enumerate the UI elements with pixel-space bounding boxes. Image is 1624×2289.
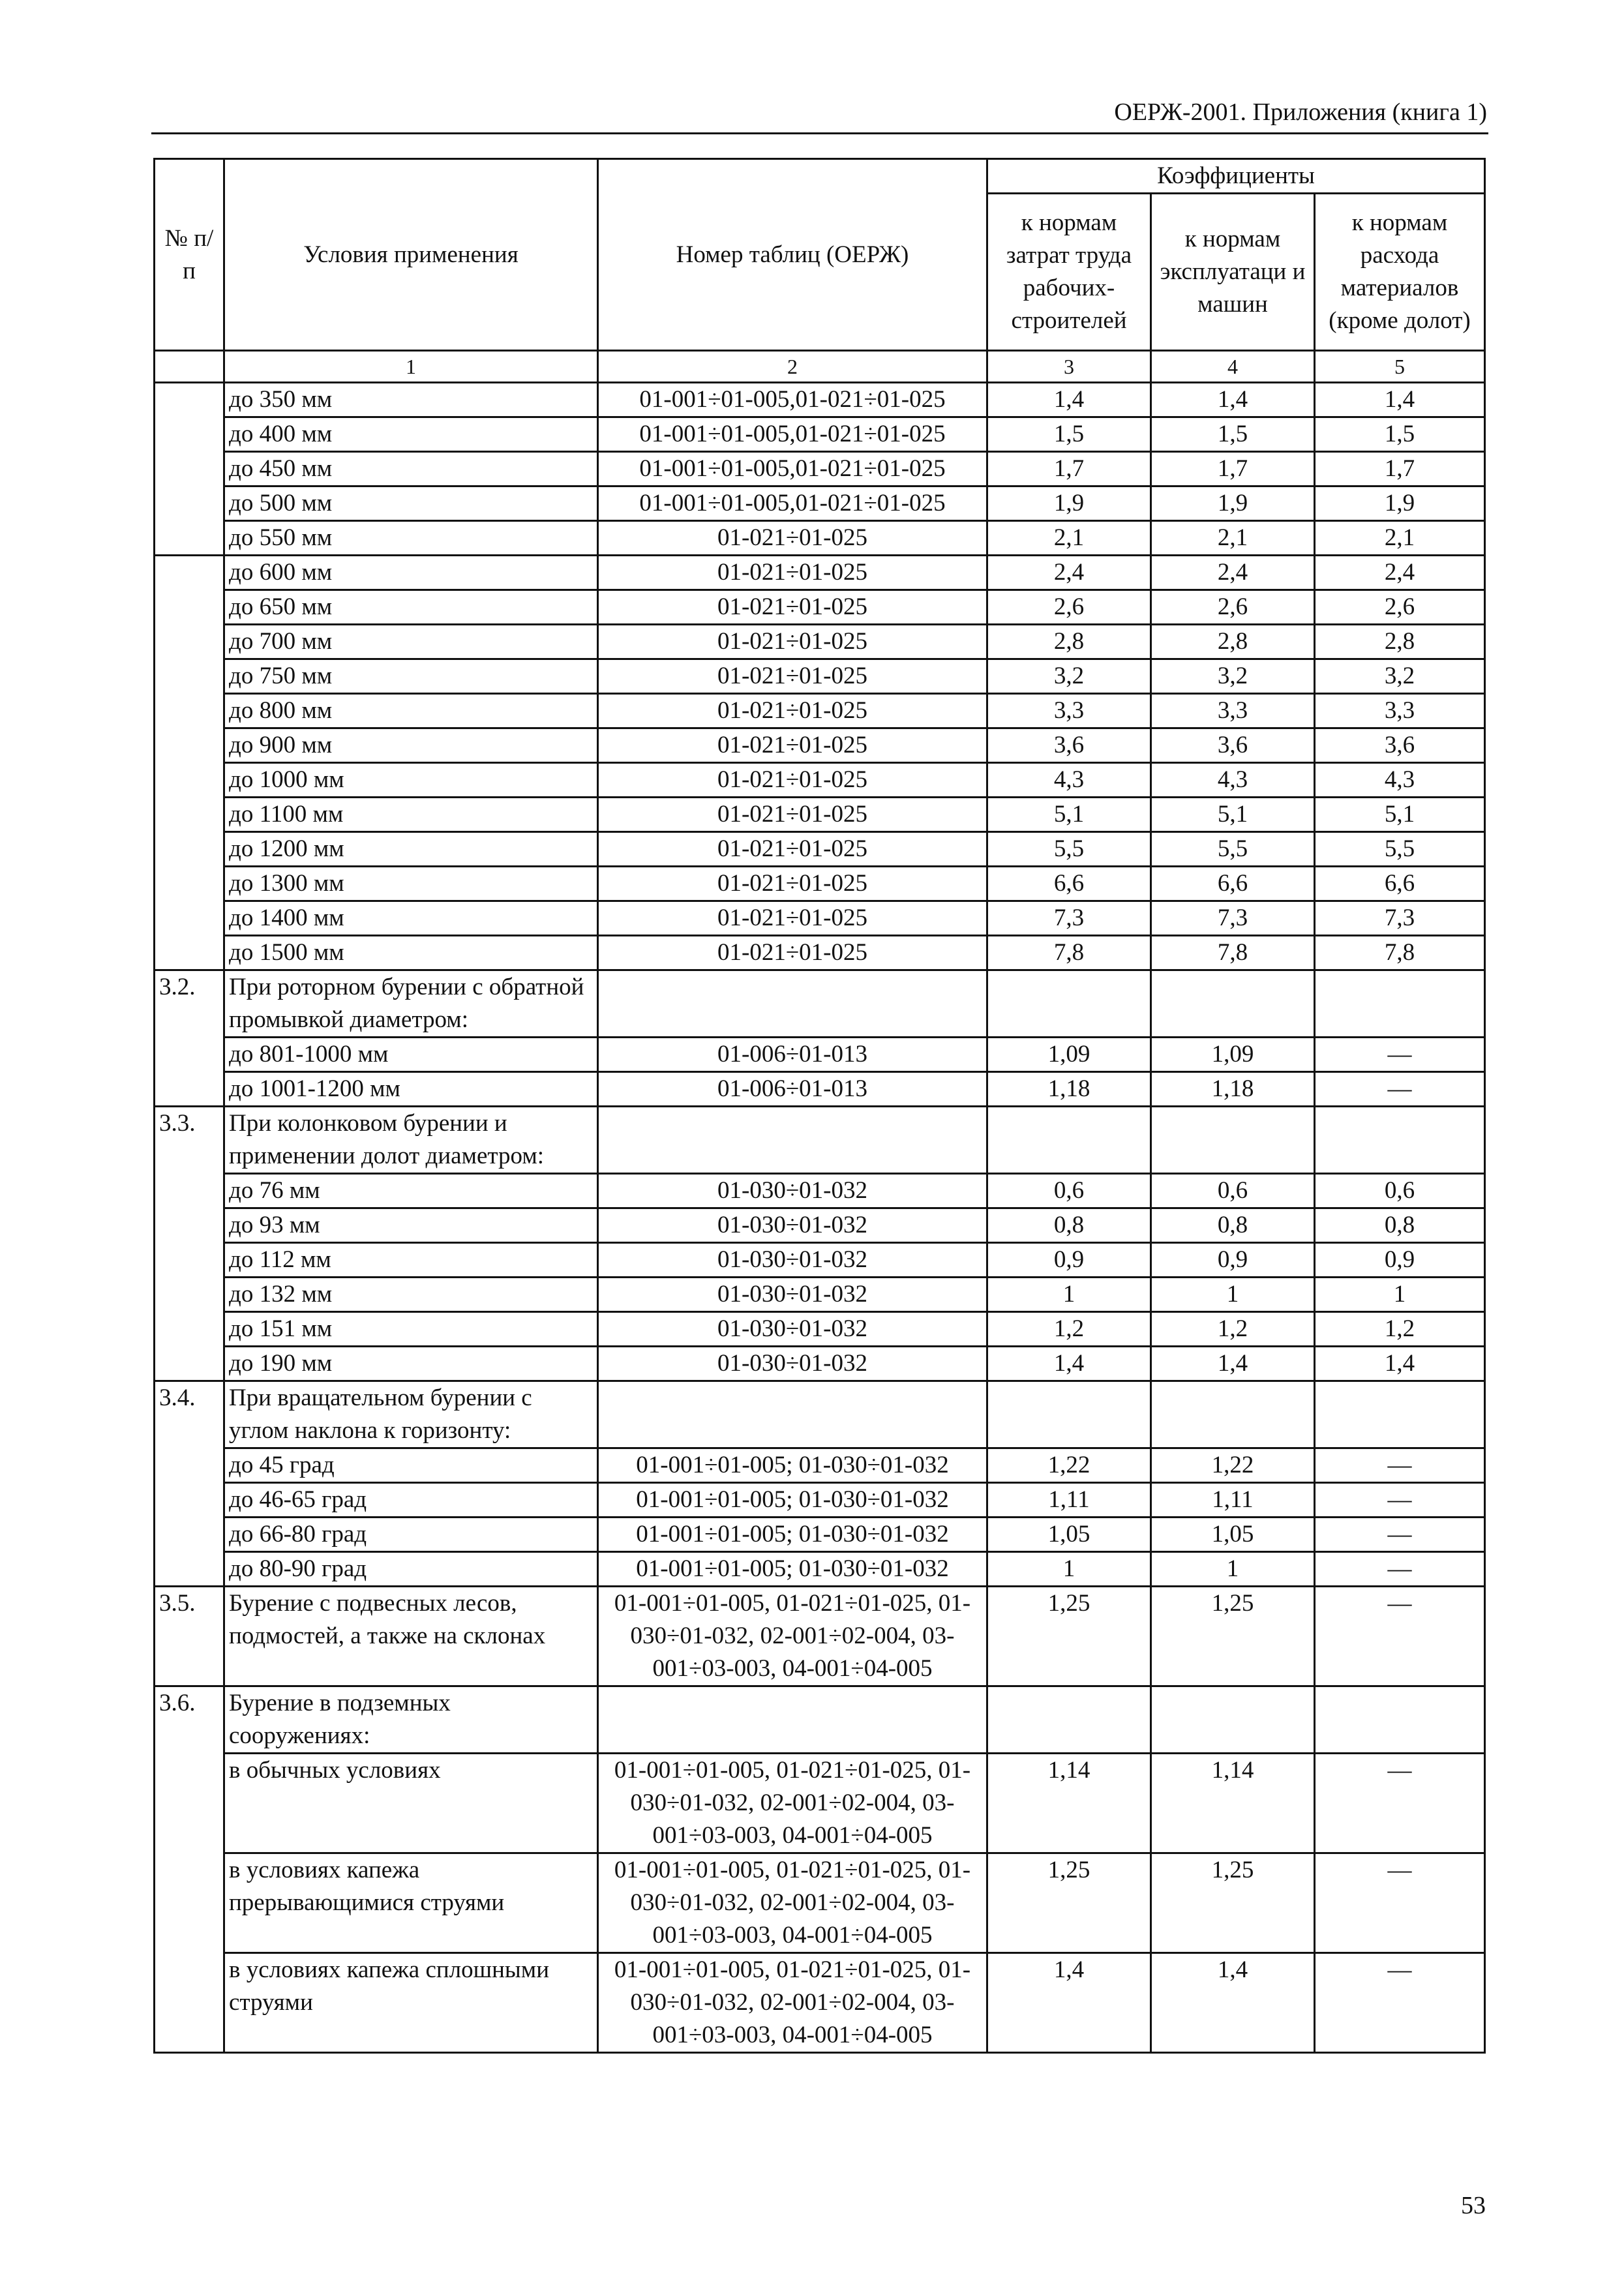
tables-cell: 01-021÷01-025 xyxy=(598,832,987,867)
table-row xyxy=(155,798,1485,832)
tables-cell: 01-021÷01-025 xyxy=(598,798,987,832)
machines-cell: 2,8 xyxy=(1151,625,1315,659)
labor-cell: 7,8 xyxy=(987,936,1151,970)
table-row xyxy=(155,1038,1485,1072)
running-header: ОЕРЖ-2001. Приложения (книга 1) xyxy=(1114,98,1487,126)
labor-cell: 1,25 xyxy=(987,1587,1151,1686)
materials-cell: 1,4 xyxy=(1315,1347,1485,1381)
labor-cell: 1,25 xyxy=(987,1853,1151,1953)
machines-cell: 6,6 xyxy=(1151,867,1315,901)
tables-cell: 01-021÷01-025 xyxy=(598,728,987,763)
section-title-row xyxy=(155,1107,1485,1174)
materials-cell: — xyxy=(1315,1038,1485,1072)
index-cell: 2 xyxy=(598,351,987,383)
condition-cell: до 1100 мм xyxy=(224,798,598,832)
labor-cell: 5,5 xyxy=(987,832,1151,867)
table-row xyxy=(155,1953,1485,2053)
condition-cell: до 350 мм xyxy=(224,383,598,417)
machines-cell: 1 xyxy=(1151,1552,1315,1587)
tables-cell: 01-001÷01-005; 01-030÷01-032 xyxy=(598,1518,987,1552)
materials-cell: — xyxy=(1315,1953,1485,2053)
table-row xyxy=(155,1312,1485,1347)
section-number: 3.4. xyxy=(155,1381,224,1587)
condition-cell: до 93 мм xyxy=(224,1208,598,1243)
tables-cell: 01-001÷01-005,01-021÷01-025 xyxy=(598,452,987,486)
labor-cell: 2,4 xyxy=(987,556,1151,590)
labor-cell: 1,7 xyxy=(987,452,1151,486)
table-row xyxy=(155,763,1485,798)
labor-cell: 0,6 xyxy=(987,1174,1151,1208)
empty-cell xyxy=(987,1107,1151,1174)
materials-cell: 3,2 xyxy=(1315,659,1485,694)
condition-cell: до 650 мм xyxy=(224,590,598,625)
labor-cell: 0,8 xyxy=(987,1208,1151,1243)
table-row xyxy=(155,659,1485,694)
condition-cell: до 132 мм xyxy=(224,1278,598,1312)
section-title: Бурение в подземных сооружениях: xyxy=(224,1686,598,1754)
materials-cell: — xyxy=(1315,1587,1485,1686)
table-row xyxy=(155,1278,1485,1312)
empty-cell xyxy=(1315,1381,1485,1448)
condition-cell: до 1001-1200 мм xyxy=(224,1072,598,1107)
section-title-row xyxy=(155,970,1485,1038)
labor-cell: 1,5 xyxy=(987,417,1151,452)
header-tables: Номер таблиц (ОЕРЖ) xyxy=(598,159,987,351)
tables-cell: 01-006÷01-013 xyxy=(598,1072,987,1107)
machines-cell: 2,4 xyxy=(1151,556,1315,590)
materials-cell: — xyxy=(1315,1853,1485,1953)
header-conditions: Условия применения xyxy=(224,159,598,351)
machines-cell: 3,6 xyxy=(1151,728,1315,763)
condition-cell: до 151 мм xyxy=(224,1312,598,1347)
tables-cell: 01-021÷01-025 xyxy=(598,590,987,625)
tables-cell: 01-021÷01-025 xyxy=(598,936,987,970)
tables-cell: 01-021÷01-025 xyxy=(598,625,987,659)
condition-cell: в условиях капежа прерывающимися струями xyxy=(224,1853,598,1953)
labor-cell: 1,9 xyxy=(987,486,1151,521)
table-row xyxy=(155,936,1485,970)
machines-cell: 3,3 xyxy=(1151,694,1315,728)
tables-cell: 01-001÷01-005, 01-021÷01-025, 01-030÷01-032, 02-001÷02-004, 03-001÷03-003, 04-001÷04-005 xyxy=(598,1754,987,1853)
header-materials: к нормам расхода материалов (кроме долот) xyxy=(1315,194,1485,351)
materials-cell: — xyxy=(1315,1448,1485,1483)
table-row xyxy=(155,1754,1485,1853)
table-row xyxy=(155,1208,1485,1243)
materials-cell: 7,8 xyxy=(1315,936,1485,970)
condition-cell: до 1000 мм xyxy=(224,763,598,798)
condition-cell: до 800 мм xyxy=(224,694,598,728)
materials-cell: 6,6 xyxy=(1315,867,1485,901)
materials-cell: — xyxy=(1315,1072,1485,1107)
table-row xyxy=(155,1483,1485,1518)
tables-cell: 01-030÷01-032 xyxy=(598,1208,987,1243)
materials-cell: 3,6 xyxy=(1315,728,1485,763)
tables-cell: 01-030÷01-032 xyxy=(598,1243,987,1278)
condition-cell: в условиях капежа сплошными струями xyxy=(224,1953,598,2053)
labor-cell: 3,3 xyxy=(987,694,1151,728)
condition-cell: до 450 мм xyxy=(224,452,598,486)
machines-cell: 4,3 xyxy=(1151,763,1315,798)
machines-cell: 1,11 xyxy=(1151,1483,1315,1518)
condition-cell: до 112 мм xyxy=(224,1243,598,1278)
column-index-row xyxy=(155,351,1485,383)
materials-cell: 2,6 xyxy=(1315,590,1485,625)
empty-cell xyxy=(1151,970,1315,1038)
labor-cell: 2,1 xyxy=(987,521,1151,556)
labor-cell: 1,09 xyxy=(987,1038,1151,1072)
materials-cell: 3,3 xyxy=(1315,694,1485,728)
labor-cell: 7,3 xyxy=(987,901,1151,936)
table-row xyxy=(155,521,1485,556)
machines-cell: 1,14 xyxy=(1151,1754,1315,1853)
materials-cell: 1,4 xyxy=(1315,383,1485,417)
table-row xyxy=(155,556,1485,590)
machines-cell: 1,2 xyxy=(1151,1312,1315,1347)
table-row xyxy=(155,1853,1485,1953)
tables-cell: 01-021÷01-025 xyxy=(598,867,987,901)
tables-cell: 01-030÷01-032 xyxy=(598,1312,987,1347)
machines-cell: 1,18 xyxy=(1151,1072,1315,1107)
empty-cell xyxy=(598,1686,987,1754)
condition-cell: до 190 мм xyxy=(224,1347,598,1381)
materials-cell: 4,3 xyxy=(1315,763,1485,798)
condition-cell: до 1200 мм xyxy=(224,832,598,867)
condition-cell: до 700 мм xyxy=(224,625,598,659)
header-machines: к нормам эксплуатаци и машин xyxy=(1151,194,1315,351)
index-cell: 1 xyxy=(224,351,598,383)
machines-cell: 1,4 xyxy=(1151,1953,1315,2053)
labor-cell: 1,05 xyxy=(987,1518,1151,1552)
labor-cell: 1,4 xyxy=(987,1347,1151,1381)
condition-cell: до 750 мм xyxy=(224,659,598,694)
labor-cell: 0,9 xyxy=(987,1243,1151,1278)
machines-cell: 0,6 xyxy=(1151,1174,1315,1208)
machines-cell: 2,6 xyxy=(1151,590,1315,625)
labor-cell: 3,2 xyxy=(987,659,1151,694)
tables-cell: 01-001÷01-005; 01-030÷01-032 xyxy=(598,1448,987,1483)
condition-cell: до 900 мм xyxy=(224,728,598,763)
table-row xyxy=(155,417,1485,452)
table-row xyxy=(155,867,1485,901)
tables-cell: 01-001÷01-005,01-021÷01-025 xyxy=(598,417,987,452)
tables-cell: 01-001÷01-005, 01-021÷01-025, 01-030÷01-032, 02-001÷02-004, 03-001÷03-003, 04-001÷04-005 xyxy=(598,1953,987,2053)
condition-cell: до 550 мм xyxy=(224,521,598,556)
machines-cell: 7,3 xyxy=(1151,901,1315,936)
machines-cell: 5,1 xyxy=(1151,798,1315,832)
tables-cell: 01-006÷01-013 xyxy=(598,1038,987,1072)
materials-cell: 5,1 xyxy=(1315,798,1485,832)
table-row xyxy=(155,728,1485,763)
section-number: 3.3. xyxy=(155,1107,224,1381)
condition-cell: до 500 мм xyxy=(224,486,598,521)
section-title: При роторном бурении с обратной промывкой диаметром: xyxy=(224,970,598,1038)
empty-cell xyxy=(1315,1107,1485,1174)
machines-cell: 1,09 xyxy=(1151,1038,1315,1072)
table-row xyxy=(155,1174,1485,1208)
labor-cell: 1,2 xyxy=(987,1312,1151,1347)
index-cell: 4 xyxy=(1151,351,1315,383)
materials-cell: 1,7 xyxy=(1315,452,1485,486)
materials-cell: 1 xyxy=(1315,1278,1485,1312)
tables-cell: 01-030÷01-032 xyxy=(598,1174,987,1208)
tables-cell: 01-030÷01-032 xyxy=(598,1347,987,1381)
empty-cell xyxy=(987,970,1151,1038)
tables-cell: 01-021÷01-025 xyxy=(598,556,987,590)
empty-cell xyxy=(598,970,987,1038)
index-cell-blank xyxy=(155,351,224,383)
condition-cell: до 400 мм xyxy=(224,417,598,452)
section-title: При колонковом бурении и применении долот диаметром: xyxy=(224,1107,598,1174)
tables-cell: 01-021÷01-025 xyxy=(598,901,987,936)
condition-cell: Бурение с подвесных лесов, подмостей, а также на склонах xyxy=(224,1587,598,1686)
tables-cell: 01-021÷01-025 xyxy=(598,763,987,798)
materials-cell: — xyxy=(1315,1552,1485,1587)
materials-cell: 2,1 xyxy=(1315,521,1485,556)
condition-cell: до 46-65 град xyxy=(224,1483,598,1518)
table-row xyxy=(155,383,1485,417)
table-row xyxy=(155,625,1485,659)
table-row xyxy=(155,590,1485,625)
machines-cell: 1,25 xyxy=(1151,1587,1315,1686)
labor-cell: 1,22 xyxy=(987,1448,1151,1483)
labor-cell: 2,6 xyxy=(987,590,1151,625)
section-title-row xyxy=(155,1686,1485,1754)
condition-cell: до 1400 мм xyxy=(224,901,598,936)
table-row xyxy=(155,1587,1485,1686)
header-rule xyxy=(151,132,1488,134)
empty-cell xyxy=(1315,1686,1485,1754)
tables-cell: 01-030÷01-032 xyxy=(598,1278,987,1312)
section-title: При вращательном бурении с углом наклона к горизонту: xyxy=(224,1381,598,1448)
materials-cell: — xyxy=(1315,1483,1485,1518)
header-coefficients: Коэффициенты xyxy=(987,159,1485,194)
empty-cell xyxy=(1151,1686,1315,1754)
machines-cell: 2,1 xyxy=(1151,521,1315,556)
materials-cell: 0,8 xyxy=(1315,1208,1485,1243)
condition-cell: до 1500 мм xyxy=(224,936,598,970)
empty-cell xyxy=(987,1381,1151,1448)
empty-cell xyxy=(1151,1381,1315,1448)
table-row xyxy=(155,832,1485,867)
tables-cell: 01-001÷01-005; 01-030÷01-032 xyxy=(598,1552,987,1587)
condition-cell: до 1300 мм xyxy=(224,867,598,901)
machines-cell: 3,2 xyxy=(1151,659,1315,694)
section-number: 3.5. xyxy=(155,1587,224,1686)
materials-cell: 7,3 xyxy=(1315,901,1485,936)
labor-cell: 1,4 xyxy=(987,383,1151,417)
index-cell: 5 xyxy=(1315,351,1485,383)
table-row xyxy=(155,486,1485,521)
table-row xyxy=(155,1448,1485,1483)
materials-cell: — xyxy=(1315,1754,1485,1853)
materials-cell: 0,9 xyxy=(1315,1243,1485,1278)
condition-cell: до 66-80 град xyxy=(224,1518,598,1552)
coefficients-table xyxy=(153,158,1486,2054)
header-num: № п/п xyxy=(155,159,224,351)
empty-cell xyxy=(1151,1107,1315,1174)
labor-cell: 1 xyxy=(987,1552,1151,1587)
page-number: 53 xyxy=(1461,2192,1486,2219)
empty-cell xyxy=(987,1686,1151,1754)
table-row xyxy=(155,452,1485,486)
tables-cell: 01-021÷01-025 xyxy=(598,521,987,556)
labor-cell: 1,11 xyxy=(987,1483,1151,1518)
table-row xyxy=(155,1347,1485,1381)
empty-cell xyxy=(598,1381,987,1448)
condition-cell: в обычных условиях xyxy=(224,1754,598,1853)
table-row xyxy=(155,1072,1485,1107)
table-row xyxy=(155,1243,1485,1278)
machines-cell: 1,22 xyxy=(1151,1448,1315,1483)
condition-cell: до 80-90 град xyxy=(224,1552,598,1587)
header-labor: к нормам затрат труда рабочих-строителей xyxy=(987,194,1151,351)
labor-cell: 1,4 xyxy=(987,1953,1151,2053)
index-cell: 3 xyxy=(987,351,1151,383)
condition-cell: до 801-1000 мм xyxy=(224,1038,598,1072)
empty-cell xyxy=(598,1107,987,1174)
materials-cell: 1,5 xyxy=(1315,417,1485,452)
machines-cell: 5,5 xyxy=(1151,832,1315,867)
table-row xyxy=(155,1552,1485,1587)
num-cell-empty xyxy=(155,383,224,556)
num-cell-empty xyxy=(155,556,224,970)
labor-cell: 1,14 xyxy=(987,1754,1151,1853)
materials-cell: 1,9 xyxy=(1315,486,1485,521)
labor-cell: 1,18 xyxy=(987,1072,1151,1107)
materials-cell: 1,2 xyxy=(1315,1312,1485,1347)
machines-cell: 0,9 xyxy=(1151,1243,1315,1278)
machines-cell: 1 xyxy=(1151,1278,1315,1312)
machines-cell: 1,7 xyxy=(1151,452,1315,486)
machines-cell: 1,25 xyxy=(1151,1853,1315,1953)
tables-cell: 01-001÷01-005,01-021÷01-025 xyxy=(598,486,987,521)
labor-cell: 4,3 xyxy=(987,763,1151,798)
section-number: 3.6. xyxy=(155,1686,224,2053)
section-title-row xyxy=(155,1381,1485,1448)
labor-cell: 5,1 xyxy=(987,798,1151,832)
machines-cell: 0,8 xyxy=(1151,1208,1315,1243)
materials-cell: — xyxy=(1315,1518,1485,1552)
materials-cell: 2,4 xyxy=(1315,556,1485,590)
tables-cell: 01-021÷01-025 xyxy=(598,694,987,728)
table-row xyxy=(155,1518,1485,1552)
empty-cell xyxy=(1315,970,1485,1038)
machines-cell: 1,9 xyxy=(1151,486,1315,521)
table-row xyxy=(155,694,1485,728)
condition-cell: до 45 град xyxy=(224,1448,598,1483)
labor-cell: 1 xyxy=(987,1278,1151,1312)
tables-cell: 01-001÷01-005, 01-021÷01-025, 01-030÷01-032, 02-001÷02-004, 03-001÷03-003, 04-001÷04-005 xyxy=(598,1853,987,1953)
machines-cell: 1,5 xyxy=(1151,417,1315,452)
tables-cell: 01-001÷01-005; 01-030÷01-032 xyxy=(598,1483,987,1518)
condition-cell: до 76 мм xyxy=(224,1174,598,1208)
tables-cell: 01-001÷01-005,01-021÷01-025 xyxy=(598,383,987,417)
materials-cell: 5,5 xyxy=(1315,832,1485,867)
machines-cell: 1,05 xyxy=(1151,1518,1315,1552)
tables-cell: 01-001÷01-005, 01-021÷01-025, 01-030÷01-032, 02-001÷02-004, 03-001÷03-003, 04-001÷04-005 xyxy=(598,1587,987,1686)
table-row xyxy=(155,901,1485,936)
labor-cell: 3,6 xyxy=(987,728,1151,763)
condition-cell: до 600 мм xyxy=(224,556,598,590)
labor-cell: 6,6 xyxy=(987,867,1151,901)
materials-cell: 0,6 xyxy=(1315,1174,1485,1208)
machines-cell: 1,4 xyxy=(1151,1347,1315,1381)
section-number: 3.2. xyxy=(155,970,224,1107)
tables-cell: 01-021÷01-025 xyxy=(598,659,987,694)
labor-cell: 2,8 xyxy=(987,625,1151,659)
machines-cell: 7,8 xyxy=(1151,936,1315,970)
machines-cell: 1,4 xyxy=(1151,383,1315,417)
materials-cell: 2,8 xyxy=(1315,625,1485,659)
